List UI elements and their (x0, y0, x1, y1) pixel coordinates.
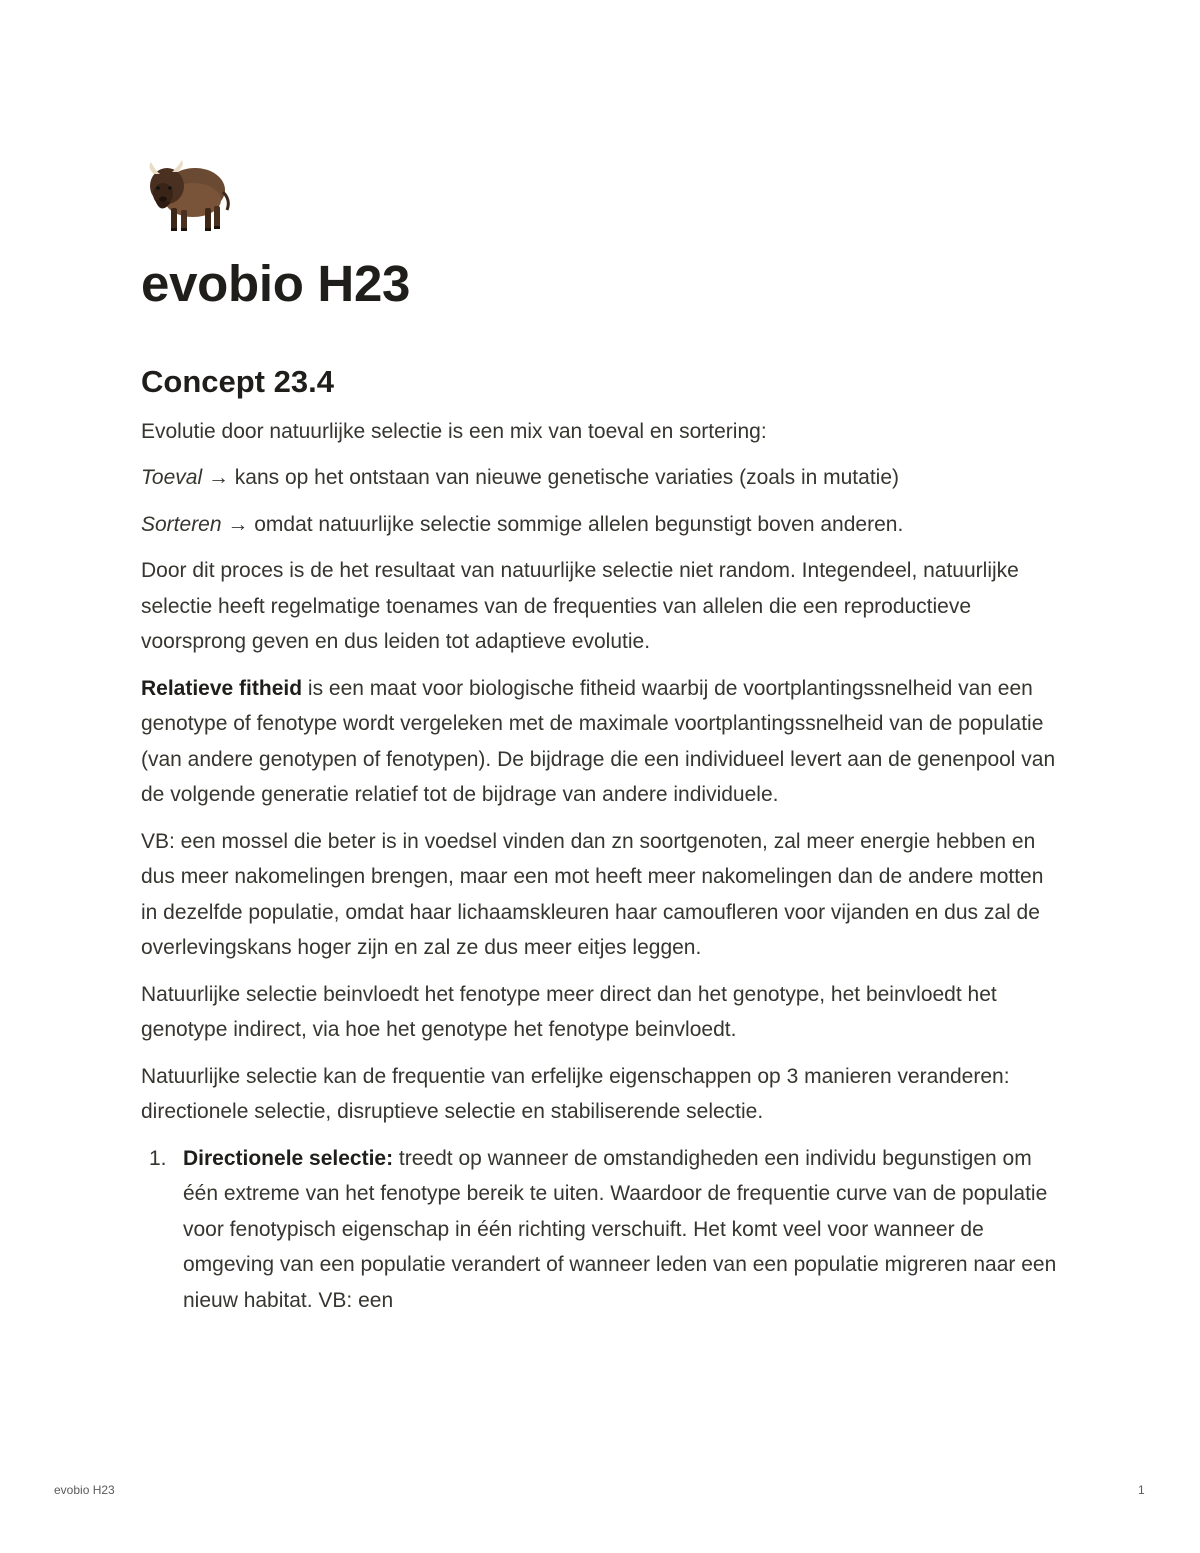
relative-fitness-description: is een maat voor biologische fitheid waarbij de voortplantingssnelheid van een genotype of fenotype wordt vergeleken met de maximale voortplantingssnelheid van de populatie (van andere genotypen of fenotypen). De bijdrage die een individueel levert aan de genenpool van de volgende generatie relatief tot de bijdrage van andere individuele. (141, 676, 1056, 807)
page-title: evobio H23 (141, 255, 411, 312)
term-toeval: Toeval (141, 466, 203, 490)
paragraph-toeval (141, 460, 1061, 496)
paragraph-intro: Evolutie door natuurlijke selectie is een mix van toeval en sortering: (141, 419, 767, 443)
document-page (141, 150, 1061, 1318)
term-relatieve-fitheid: Relatieve fitheid (141, 676, 303, 700)
list-item-number: 1. (149, 1146, 167, 1170)
paragraph-phenotype: Natuurlijke selectie beinvloedt het fenotype meer direct dan het genotype, het beinvloedt het genotype indirect, via hoe het genotype het fenotype beinvloedt. (141, 982, 997, 1042)
list-item (141, 1141, 1061, 1319)
paragraph-sorteren (141, 507, 1061, 543)
footer-page-number: 1 (1138, 1483, 1145, 1497)
section-heading: Concept 23.4 (141, 364, 334, 400)
paragraph-relative-fitness (141, 671, 1061, 813)
paragraph-process: Door dit proces is de het resultaat van natuurlijke selectie niet random. Integendeel, natuurlijke selectie heeft regelmatige toenames van de frequenties van allelen die een reproductieve voorsprong geven en dus leiden tot adaptieve evolutie. (141, 559, 1019, 654)
toeval-description: → kans op het ontstaan van nieuwe genetische variaties (zoals in mutatie) (202, 466, 899, 490)
list-item-term: Directionele selectie: (183, 1146, 394, 1170)
numbered-list (141, 1141, 1061, 1319)
list-item-text: treedt op wanneer de omstandigheden een individu begunstigen om één extreme van het fenotype bereik te uiten. Waardoor de frequentie curve van de populatie voor fenotypisch eigenschap in één richting verschuift. Het komt veel voor wanneer de omgeving van een populatie verandert of wanneer leden van een populatie migreren naar een nieuw habitat. VB: een (183, 1146, 1057, 1312)
footer-document-name: evobio H23 (54, 1483, 115, 1497)
term-sorteren: Sorteren (141, 512, 222, 536)
bison-emoji-icon (141, 150, 231, 240)
sorteren-description: → omdat natuurlijke selectie sommige allelen begunstigt boven anderen. (221, 512, 904, 536)
paragraph-selection-modes: Natuurlijke selectie kan de frequentie van erfelijke eigenschappen op 3 manieren veranderen: directionele selectie, disruptieve selectie en stabiliserende selectie. (141, 1064, 1010, 1124)
paragraph-example: VB: een mossel die beter is in voedsel vinden dan zn soortgenoten, zal meer energie hebben en dus meer nakomelingen brengen, maar een mot heeft meer nakomelingen dan de andere motten in dezelfde populatie, omdat haar lichaamskleuren haar camoufleren voor vijanden en dus zal de overlevingskans hoger zijn en zal ze dus meer eitjes leggen. (141, 829, 1044, 960)
